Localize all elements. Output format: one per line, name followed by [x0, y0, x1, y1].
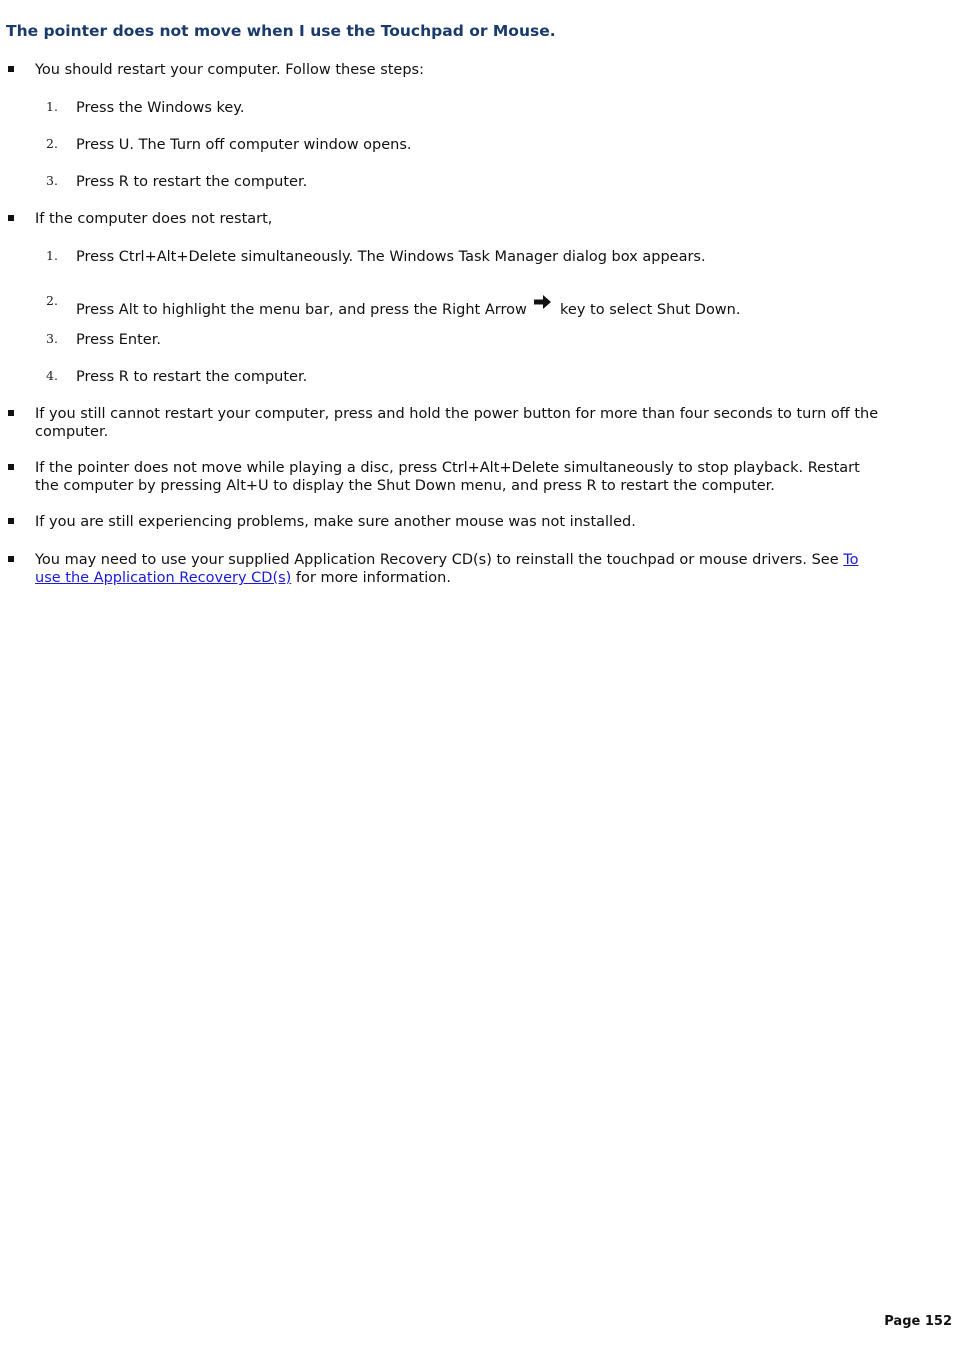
right-arrow-icon — [533, 293, 553, 311]
bullet-line — [35, 569, 930, 587]
step-number: 3. — [46, 331, 58, 346]
bullet-line — [35, 551, 930, 569]
step-number: 2. — [46, 136, 58, 151]
bullet-line: computer. — [35, 424, 109, 440]
no-restart-bullet-text: If the computer does not restart, — [35, 211, 273, 227]
step-number: 1. — [46, 248, 58, 263]
step-number: 2. — [46, 293, 58, 308]
page-title: The pointer does not move when I use the Touchpad or Mouse. — [6, 22, 556, 40]
bullet-line: the computer by pressing Alt+U to display the Shut Down menu, and press R to restart the computer. — [35, 478, 775, 494]
recovery-cd-link-continued[interactable]: use the Application Recovery CD(s) — [35, 570, 292, 586]
recovery-cd-bullet — [35, 551, 930, 587]
bullet-marker — [8, 518, 14, 524]
bullet-line: If you still cannot restart your computer, press and hold the power button for more than four seconds to turn off the — [35, 406, 879, 422]
bullet-marker — [8, 464, 14, 470]
page-number: Page 152 — [884, 1314, 952, 1329]
step-number: 3. — [46, 173, 58, 188]
step-text: Press Ctrl+Alt+Delete simultaneously. The Windows Task Manager dialog box appears. — [76, 249, 706, 265]
bullet-marker — [8, 66, 14, 72]
step-text-with-icon — [76, 293, 740, 319]
step-number: 4. — [46, 368, 58, 383]
step-text: Press U. The Turn off computer window opens. — [76, 137, 412, 153]
bullet-text-after-link: for more information. — [291, 570, 451, 586]
bullet-marker — [8, 215, 14, 221]
step-text: Press R to restart the computer. — [76, 369, 308, 385]
step-text-after-icon: key to select Shut Down. — [560, 302, 741, 318]
step-text: Press the Windows key. — [76, 100, 245, 116]
recovery-cd-link[interactable]: To — [843, 552, 859, 568]
restart-bullet-text: You should restart your computer. Follow these steps: — [35, 62, 425, 78]
step-text: Press Enter. — [76, 332, 161, 348]
another-mouse-bullet: If you are still experiencing problems, make sure another mouse was not installed. — [35, 514, 636, 530]
bullet-marker — [8, 556, 14, 562]
power-button-bullet — [35, 405, 930, 441]
bullet-marker — [8, 410, 14, 416]
step-number: 1. — [46, 99, 58, 114]
step-text-before-icon: Press Alt to highlight the menu bar, and press the Right Arrow — [76, 302, 527, 318]
bullet-text-before-link: You may need to use your supplied Application Recovery CD(s) to reinstall the touchpad or mouse drivers. See — [35, 552, 844, 568]
bullet-line: If the pointer does not move while playing a disc, press Ctrl+Alt+Delete simultaneously to stop playback. Restart — [35, 460, 860, 476]
step-text: Press R to restart the computer. — [76, 174, 308, 190]
disc-playback-bullet — [35, 459, 930, 495]
